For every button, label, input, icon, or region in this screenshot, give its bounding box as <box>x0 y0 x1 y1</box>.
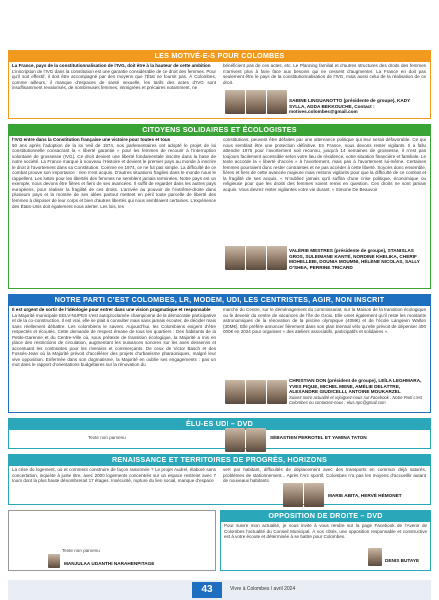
renaissance-left-column <box>12 467 216 484</box>
manjulaa-no-text: Texte non parvenu <box>62 548 100 553</box>
section-banner-elus-udi: ÉLU-ES UDI – DVD <box>8 418 431 429</box>
notre-parti-left-text: La Majorité municipale EELV-NUPES s’est autoproclamée championne de la démocratie participative et de la co-construction. Il est vrai, elle se plait à consulter mais sans jamais écouter, de décider mais sans réellement débattre. Les colombiens le savent. Aujourd’hui, les Colombiens exigent d’être respectés et écoutés. Cette demande de respect émane de tous les quartiers : Des habitants de la Petite-Garenne et du Centre-Ville où, sous prétexte de transition écologique, la Majorité a mis en place des restrictions de circulation, augmentant les nuisances sonores sur les axes desservis et accentuant les contraintes pour les riverains et commerçants. De ceux de Victor Basch et des Fossés-Jean où la Majorité prévoit d’accélérer des projets d’urbanisme pharaoniques, malgré leur vive opposition. Enfermée dans son dogmatisme, la Majorité en oublie ses engagements : pas un mot dans le rapport d’orientations budgétaires sur la rénovation du <box>12 312 216 368</box>
portrait-photo <box>267 380 287 404</box>
manjulaa-signers: MANJULAA UDANTHI NARAHENPITAGE <box>64 561 155 566</box>
notre-parti-contact: Suivez notre actualité et rejoignez-nous sur Facebook : Notre Parti c’est Colombes ou contactez-nous : elus.npc@gmail.com <box>289 394 423 406</box>
portrait-photo <box>246 246 266 270</box>
portrait-photo <box>225 90 245 114</box>
opposition-photo-row <box>368 548 382 566</box>
portrait-photo <box>368 548 382 566</box>
motives-right-column <box>223 63 426 85</box>
renaissance-right-text: vert par habitant, difficultés de déplacement avec des transports en commun déjà saturés, problèmes de stationnement... Après l’Arc sportif, Colombes n’a pas les moyens d’accueillir autant de nouveaux habitants. <box>223 467 426 484</box>
publication-name: Vivre à Colombes <box>230 586 270 592</box>
notre-parti-left-column <box>12 307 216 368</box>
section-banner-opposition: OPPOSITION DE DROITE – DVD <box>220 510 431 521</box>
portrait-photo <box>225 428 245 452</box>
portrait-photo <box>246 428 266 452</box>
notre-parti-signers-names: CHRISTIAN DON (président de groupe), LEÏLA LEGHMARA, YVES PIQUE, MICHEL MENE, AMÉLIE DELATTRE, ALEXANDRE GIUDICELLI, ANTOINE MOUKARZEL <box>289 378 422 395</box>
elus-udi-photo-row <box>225 428 266 452</box>
motives-left-text: L’inscription de l’IVG dans la constitution est une garantie considérable de ce droit des femmes. Pour qu’il soit effectif, il doit être accompagné par des moyens que l’État ne fournit pas. À Colombes, comme ailleurs, il manque d’espaces de santé sexuelle, les tarifs des actes d’IVG sont insuffisamment revalorisés, de nombreuses femmes, immigrées et précaires notamment, ne <box>12 68 216 91</box>
motives-right-text: bénéficient pas de ces actes, etc. Le Planning familial et d’autres structures des droits des femmes n’arrivent plus à faire face aux besoins qui ne cessent d’augmenter. La France en doit pas seulement être le pays de la constitutionnalisation de l’IVG, mais aussi celui de la réalisation de ce droit. <box>223 63 426 85</box>
portrait-photo <box>304 483 324 507</box>
portrait-photo <box>48 554 60 568</box>
motives-left-column <box>12 63 216 91</box>
issue-date: avril 2024 <box>273 586 296 592</box>
portrait-photo <box>283 483 303 507</box>
elus-udi-no-text: Texte non parvenu <box>88 435 126 440</box>
opposition-signers: DENIS BUTAYE <box>385 558 420 563</box>
citoyens-lead: l’IVG entre dans la Constitution française une victoire pour toutes et tous <box>12 137 171 142</box>
renaissance-signers: MARIE ABITA, HERVÉ HÉMONET <box>328 493 402 498</box>
page-number: 43 <box>192 582 222 598</box>
citoyens-right-text: constitutions, peuvent être défaites par une alternance politique qui leur serait défavorable. Ce qui nous semblait être une protection définitive. En France, nous devons rester vigilants. Il a fallu attendre 1975 pour l’avortement soit reconnu, jusqu’à 14 semaines de grossesse, il n’est pas toujours facilement accessible selon votre lieu de résidence, votre situation financière et familiale. Le texte accorde la « liberté d’accès » à l’avortement, mais pas à l’avortement lui-même. Certaines femmes pourraient donc rester contraintes et ne pas accéder à cette liberté. Soyons donc ensemble, fières et fiers de cette avancée majeure mais restons vigilants pour que la difficulté de ce combat et la fragilité de ses acquis. « N’oubliez jamais qu’il suffira d’une crise politique, économique ou religieuse pour que les droits des femmes soient remis en question. Ces droits ne sont jamais acquis. Vous devrez rester vigilantes votre vie durant. » Simone De Beauvoir <box>223 137 426 192</box>
motives-lead: La France, pays de la constitutionnalisation de l’IVG, doit être à la hauteur de cette ambition <box>12 63 211 68</box>
section-banner-citoyens: CITOYENS SOLIDAIRES ET ÉCOLOGISTES <box>8 124 431 135</box>
citoyens-right-column <box>223 137 426 192</box>
notre-parti-right-column <box>223 307 426 335</box>
notre-parti-signers <box>289 378 427 406</box>
opposition-text: Pour suivre mon actualité, je vous invite à vous rendre sur la page Facebook de l’Avenir de Colombes l’actualité du Conseil Municipal. À vos côtés, une opposition responsable et constructive est à votre écoute et déterminée à se battre pour Colombes. <box>224 523 427 540</box>
citoyens-left-column <box>12 137 216 209</box>
portrait-photo <box>246 380 266 404</box>
motives-signers: SABINE LINGUANOTTO (présidente de groupe), KADY SYLLA, ADDA BEKKOUCHE, Contact : motives.colombes@gmail.com <box>289 98 411 115</box>
renaissance-right-column <box>223 467 426 484</box>
section-banner-motives: LES MOTIVÉ-E-S POUR COLOMBES <box>8 50 431 61</box>
notre-parti-photo-row <box>225 380 287 404</box>
manjulaa-photo-row <box>48 554 60 568</box>
elus-udi-signers: SÉBASTIEN PERROTEL ET YAMINA TATON <box>270 435 367 440</box>
motives-photo-row <box>225 90 287 114</box>
notre-parti-lead: Il est urgent de sortir de l’idéologie pour entrer dans une vision pragmatique et responsable <box>12 307 211 312</box>
portrait-photo <box>267 90 287 114</box>
renaissance-photo-row <box>283 483 324 507</box>
renaissance-left-text: La crise du logement, où et comment construire de façon raisonnée ? Le projet Audrel, élaboré sans concertation, inquiète à juste titre, avec 2000 logements concentrés sur un espace restreint avec 7 tours dont la plus haute dénombrerait 17 étages. Insécurité, rupture du lien social, manque d’espace <box>12 467 216 484</box>
footer-publication: Vivre à Colombes / avril 2024 <box>230 586 296 592</box>
notre-parti-right-text: marché du Centre, sur le déménagement du commissariat, sur la Maison de la transition écologique ou le devenir du centre de vacances de l’île de Groix. Elle omet également qu’il reste les montants astronomiques de la rénovation de la piscine olympique (40M€) et de l’école Langevin Wallon (30M€). Elle préfère annoncer fièrement dans son plan triennal vélo qu’elle prévoit de dépenser 400 000€ en 2024 pour organiser « des ateliers associatifs, participatifs et solidaires ». <box>223 307 426 335</box>
citoyens-left-text: 50 ans après l’adoption de la loi Veil de 1974, nos parlementaires ont adopté le projet de loi constitutionnelle consacrant la « liberté garantie » pour les femmes de recourir à l’interruption volontaire de grossesse (IVG). Ce droit devient une liberté fondamentale inscrite dans la base de notre société. La France marque à nouveau l’Histoire et devient le premier pays au monde à inscrire le droit à l’avortement dans sa Constitution. Comme en 1974, ce ne fut pas simple. La difficulté de ce combat prouve son importance : rien n’est acquis. D’autres situations fragiles dans le monde nous le rappellent. Les luttes pour les libertés des femmes ne semblent jamais terminées. Notre pays est un exemple, nous devons être fières et fiers de ses avancées. Il suffit de regarder dans les autres pays européens, pour réaliser la fragilité de ces droits. L’arrivée au pouvoir de l’extrême-droite dans plusieurs pays et la montée de ses idées partout mettent en péril toute parcelle de liberté des femmes à disposer de leur corps et bien d’autres libertés qui nous semblaient certaines. L’expérience des États-Unis doit également nous alerter. Les lois, les <box>12 142 216 209</box>
tribune-page <box>8 8 431 595</box>
section-banner-notre-parti: NOTRE PARTI C’EST COLOMBES, LR, MODEM, UDI, LES CENTRISTES, AGIR, NON INSCRIT <box>8 294 431 305</box>
citoyens-photo-row <box>225 246 287 270</box>
citoyens-signers: VALÉRIE MESTRES (présidente de groupe), STANISLAS GROS, SULEIMANE KANTÉ, NORDINE KHELIKA, CHERIF MOHELLEBI, DOUNIA MOUMNI, HÉLÈNE NICOLAS, SALLY O’SHEA, PERRINE TRICARD <box>289 248 420 270</box>
section-banner-renaissance: RENAISSANCE ET TERRITOIRES DE PROGRÈS, HORIZONS <box>8 454 431 465</box>
portrait-photo <box>225 246 245 270</box>
portrait-photo <box>225 380 245 404</box>
portrait-photo <box>246 90 266 114</box>
portrait-photo <box>267 246 287 270</box>
